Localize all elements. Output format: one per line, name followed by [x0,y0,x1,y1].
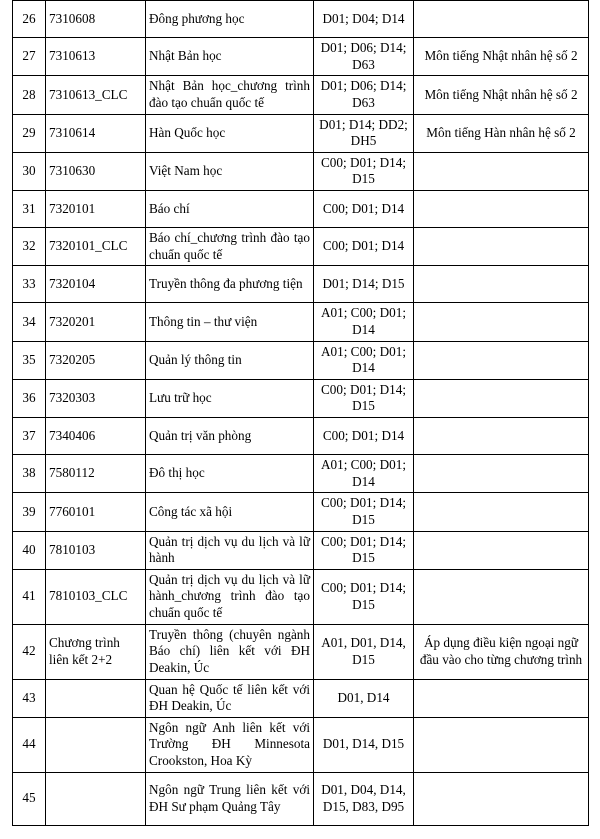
cell-index: 41 [13,569,46,624]
cell-subject-blocks: D01; D14; D15 [314,266,414,303]
cell-index: 29 [13,114,46,152]
cell-major-code: 7320104 [46,266,146,303]
cell-index: 30 [13,152,46,190]
cell-index: 45 [13,772,46,825]
cell-index: 44 [13,717,46,772]
cell-index: 43 [13,679,46,717]
table-row [13,76,589,114]
cell-major-name: Truyền thông đa phương tiện [146,266,314,303]
table-row [13,1,589,38]
cell-note [414,569,589,624]
cell-note [414,1,589,38]
table-row [13,191,589,228]
cell-subject-blocks: A01; C00; D01; D14 [314,303,414,341]
cell-note [414,152,589,190]
table-row [13,152,589,190]
cell-note [414,418,589,455]
table-row [13,455,589,493]
table-row [13,418,589,455]
cell-major-code: 7320101_CLC [46,228,146,266]
cell-note [414,341,589,379]
table-row [13,493,589,531]
cell-subject-blocks: A01; C00; D01; D14 [314,341,414,379]
cell-subject-blocks: C00; D01; D14; D15 [314,531,414,569]
cell-note: Môn tiếng Hàn nhân hệ số 2 [414,114,589,152]
cell-subject-blocks: D01, D14 [314,679,414,717]
cell-index: 39 [13,493,46,531]
table-row [13,679,589,717]
cell-note [414,266,589,303]
cell-major-name: Quản trị dịch vụ du lịch và lữ hành [146,531,314,569]
table-row [13,531,589,569]
cell-major-name: Ngôn ngữ Trung liên kết với ĐH Sư phạm Quảng Tây [146,772,314,825]
cell-note [414,493,589,531]
cell-major-name: Truyền thông (chuyên ngành Báo chí) liên kết với ĐH Deakin, Úc [146,624,314,679]
cell-major-name: Đô thị học [146,455,314,493]
cell-major-code: 7340406 [46,418,146,455]
cell-major-code: 7310613 [46,38,146,76]
cell-subject-blocks: D01; D06; D14; D63 [314,76,414,114]
table-row [13,38,589,76]
cell-subject-blocks: D01, D14, D15 [314,717,414,772]
cell-index: 26 [13,1,46,38]
cell-note: Áp dụng điều kiện ngoại ngữ đầu vào cho từng chương trình [414,624,589,679]
cell-major-code: 7580112 [46,455,146,493]
cell-subject-blocks: D01; D04; D14 [314,1,414,38]
cell-major-code: 7310608 [46,1,146,38]
majors-table [12,0,589,826]
cell-major-name: Quan hệ Quốc tế liên kết với ĐH Deakin, Úc [146,679,314,717]
cell-index: 38 [13,455,46,493]
cell-index: 36 [13,379,46,417]
cell-major-name: Lưu trữ học [146,379,314,417]
cell-major-code: 7320201 [46,303,146,341]
cell-major-code [46,679,146,717]
cell-major-name: Báo chí_chương trình đào tạo chuẩn quốc tế [146,228,314,266]
cell-major-code: 7310614 [46,114,146,152]
table-row [13,624,589,679]
cell-major-name: Quản trị dịch vụ du lịch và lữ hành_chương trình đào tạo chuẩn quốc tế [146,569,314,624]
cell-major-name: Công tác xã hội [146,493,314,531]
cell-index: 33 [13,266,46,303]
cell-major-name: Quản trị văn phòng [146,418,314,455]
cell-subject-blocks: C00; D01; D14 [314,418,414,455]
cell-note [414,303,589,341]
cell-note [414,455,589,493]
cell-note: Môn tiếng Nhật nhân hệ số 2 [414,76,589,114]
cell-note [414,531,589,569]
cell-major-code: Chương trình liên kết 2+2 [46,624,146,679]
cell-major-code: 7320205 [46,341,146,379]
table-row [13,228,589,266]
cell-note [414,191,589,228]
table-row [13,114,589,152]
cell-subject-blocks: D01, D04, D14, D15, D83, D95 [314,772,414,825]
cell-index: 27 [13,38,46,76]
table-row [13,717,589,772]
cell-major-name: Thông tin – thư viện [146,303,314,341]
cell-index: 42 [13,624,46,679]
cell-index: 28 [13,76,46,114]
cell-major-name: Hàn Quốc học [146,114,314,152]
cell-major-code: 7310630 [46,152,146,190]
cell-major-name: Quản lý thông tin [146,341,314,379]
table-row [13,303,589,341]
cell-major-name: Báo chí [146,191,314,228]
table-row [13,341,589,379]
cell-major-code [46,717,146,772]
cell-subject-blocks: C00; D01; D14 [314,191,414,228]
cell-major-name: Đông phương học [146,1,314,38]
cell-major-code: 7810103_CLC [46,569,146,624]
cell-subject-blocks: C00; D01; D14; D15 [314,493,414,531]
cell-major-name: Nhật Bản học [146,38,314,76]
cell-major-name: Nhật Bản học_chương trình đào tạo chuẩn quốc tế [146,76,314,114]
majors-table-body [13,1,589,826]
cell-note [414,717,589,772]
cell-note [414,679,589,717]
cell-note: Môn tiếng Nhật nhân hệ số 2 [414,38,589,76]
table-row [13,379,589,417]
cell-subject-blocks: A01, D01, D14, D15 [314,624,414,679]
cell-index: 31 [13,191,46,228]
cell-major-code [46,772,146,825]
cell-index: 35 [13,341,46,379]
table-row [13,266,589,303]
cell-note [414,228,589,266]
cell-subject-blocks: C00; D01; D14; D15 [314,152,414,190]
cell-subject-blocks: D01; D14; DD2; DH5 [314,114,414,152]
cell-subject-blocks: C00; D01; D14; D15 [314,569,414,624]
cell-index: 34 [13,303,46,341]
cell-subject-blocks: C00; D01; D14; D15 [314,379,414,417]
cell-subject-blocks: D01; D06; D14; D63 [314,38,414,76]
cell-major-code: 7760101 [46,493,146,531]
cell-major-code: 7320101 [46,191,146,228]
cell-major-code: 7320303 [46,379,146,417]
cell-index: 32 [13,228,46,266]
cell-major-name: Ngôn ngữ Anh liên kết với Trường ĐH Minnesota Crookston, Hoa Kỳ [146,717,314,772]
cell-note [414,772,589,825]
table-row [13,569,589,624]
table-row [13,772,589,825]
cell-note [414,379,589,417]
cell-index: 40 [13,531,46,569]
cell-major-name: Việt Nam học [146,152,314,190]
cell-major-code: 7810103 [46,531,146,569]
cell-major-code: 7310613_CLC [46,76,146,114]
cell-subject-blocks: A01; C00; D01; D14 [314,455,414,493]
cell-index: 37 [13,418,46,455]
cell-subject-blocks: C00; D01; D14 [314,228,414,266]
